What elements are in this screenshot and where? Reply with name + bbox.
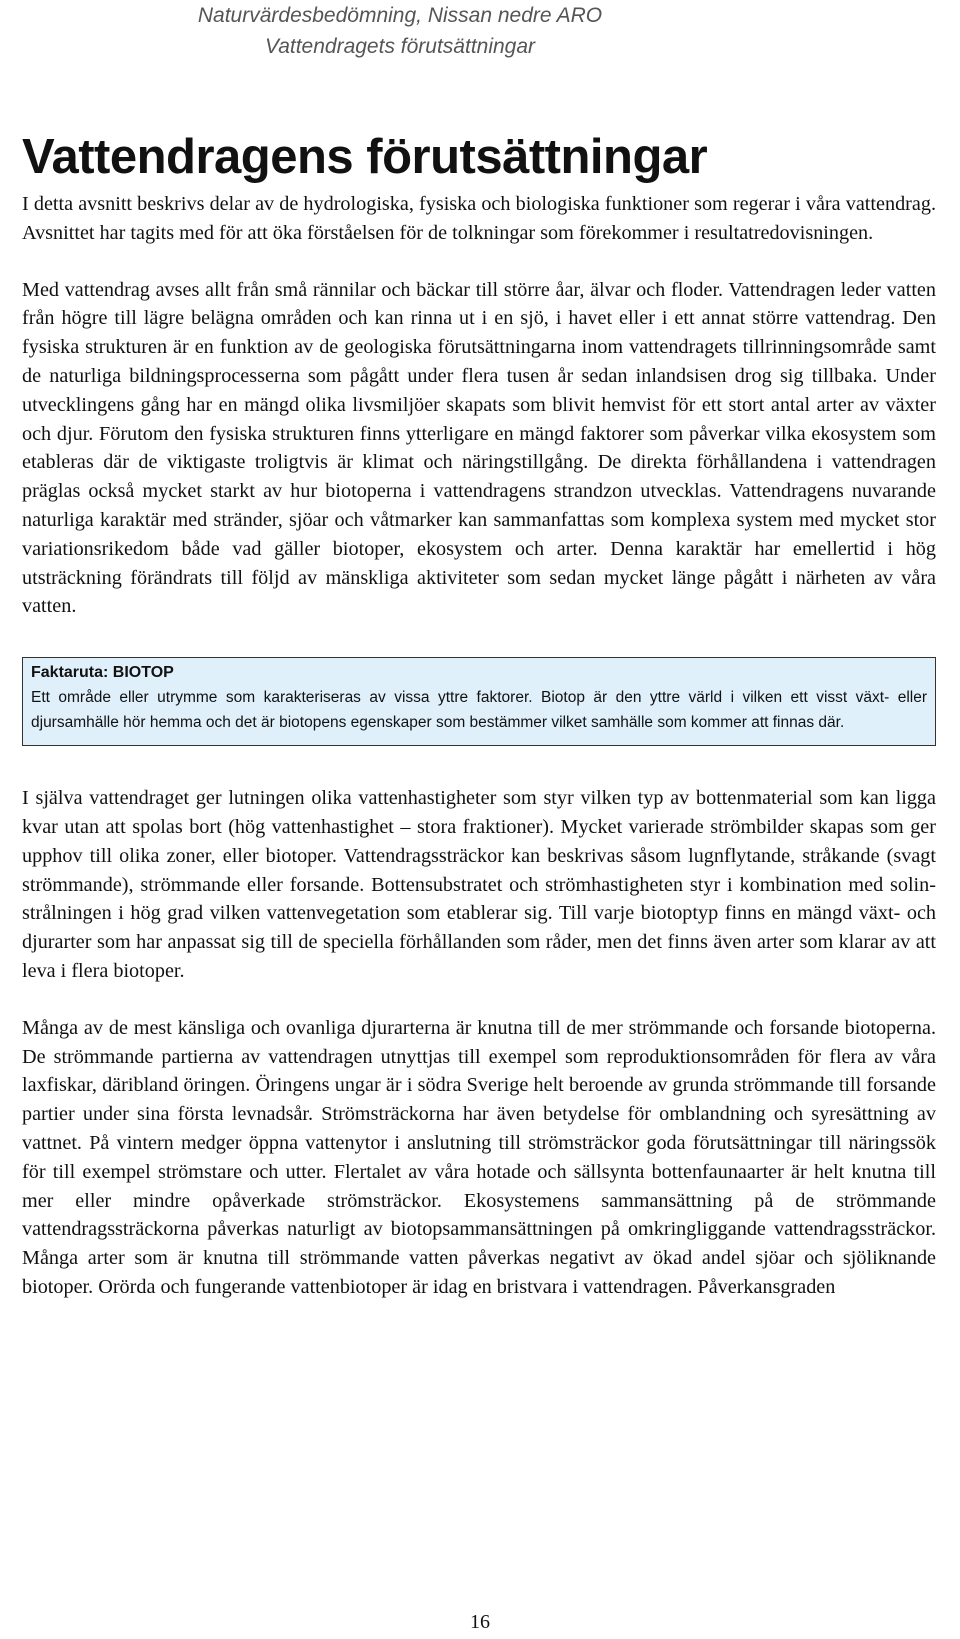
page-title: Vattendragens förutsättningar	[22, 130, 708, 184]
paragraph-gap	[22, 986, 936, 1014]
paragraph-gap	[22, 248, 936, 276]
body-paragraph: Många av de mest känsliga och ovanliga djurarterna är knutna till de mer strömmande och forsande biotoperna. De strömmande partierna av vattendragen utnyttjas till exempel som reproduktionsområden för flera av våra laxfiskar, däribland öringen. Öringens ungar är i södra Sverige helt beroende av grunda strömmande till forsande partier under sina första levnadsår. Strömsträckorna har även betydelse för omblandning och syresättning av vattnet. På vintern medger öppna vattenytor i anslutning till strömsträckor goda förutsättningar till näringssök för till exempel strömstare och utter. Flertalet av våra hotade och sällsynta bottenfaunaarter är helt knutna till mer eller mindre opåverkade strömsträckor. Ekosystemens sammansättning på de strömmande vattendragssträckorna påverkas naturligt av biotopsammansättningen på omkringliggande vattendragssträckor. Många arter som är knutna till strömmande vatten påverkas negativt av ökad andel sjöar och sjöliknande biotoper. Orörda och fungerande vattenbiotoper är idag en bristvara i vattendragen. Påverkansgraden	[22, 1016, 936, 1298]
page-content	[22, 128, 936, 1302]
body-paragraph: I själva vattendraget ger lutningen olika vattenhastigheter som styr vilken typ av bottenmaterial som kan ligga kvar utan att spolas bort (hög vattenhastighet – stora fraktioner). Mycket varierade strömbilder skapas som ger upphov till olika zoner, eller biotoper. Vattendragssträckor kan beskrivas såsom lugnflytande, stråkande (svagt strömmande), strömmande eller forsande. Bottensubstratet och strömhastigheten styr i kombination med solinstrålningen i hög grad vilken vattenvegetation som etablerar sig. Till varje biotoptyp finns en mängd växt- och djurarter som har anpassat sig till de speciella förhållanden som råder, men det finns även arter som klarar av att leva i flera biotoper.	[22, 787, 936, 982]
page-number: 16	[470, 1611, 490, 1633]
factbox-title: Faktaruta: BIOTOP	[31, 664, 174, 682]
factbox-text: Ett område eller utrymme som karakteriseras av vissa yttre faktorer. Biotop är den yttre värld i vilken ett visst växt- eller djursamhälle hör hemma och det är biotopens egenskaper som bestämmer vilket samhälle som kommer att finnas där.	[31, 689, 927, 732]
factbox-biotop	[22, 657, 936, 746]
header-section-title: Vattendragets förutsättningar	[264, 35, 536, 58]
body-paragraph: Med vattendrag avses allt från små rännilar och bäckar till större åar, älvar och floder. Vattendragen leder vatten från högre till lägre belägna områden och kan rinna ut i en sjö, i havet eller i ett annat större vattendrag. Den fysiska strukturen är en funktion av de geologiska förutsättningarna inom vattendragets tillrinningsområde samt de naturliga bildningsprocesserna som pågått under flera tusen år sedan inlandsisen drog sig tillbaka. Under utvecklingens gång har en mängd olika livsmiljöer skapats som blivit hemvist för ett stort antal arter av växter och djur. Förutom den fysiska strukturen finns ytterligare en mängd faktorer som påverkar vilka ekosystem som etableras där de viktigaste troligtvis är klimat och näringstillgång. De direkta förhållandena i vattendragen präglas också mycket starkt av hur biotoperna i vattendragens strandzon utvecklas. Vattendragens nuvarande naturliga karaktär med stränder, sjöar och våtmarker kan sammanfattas som komplexa system med mycket stor variationsrikedom både vad gäller biotoper, ekosystem och arter. Denna karaktär har emellertid i hög utsträckning förändrats till följd av mänskliga aktiviteter som sedan mycket länge pågått i närheten av våra vatten.	[22, 278, 936, 618]
header-report-title: Naturvärdesbedömning, Nissan nedre ARO	[197, 4, 603, 27]
running-header	[100, 0, 700, 62]
intro-paragraph: I detta avsnitt beskrivs delar av de hydrologiska, fysiska och biologiska funktioner som regerar i våra vattendrag. Avsnittet har tagits med för att öka förståelsen för de tolkningar som förekommer i resultatredovisningen.	[22, 193, 936, 244]
